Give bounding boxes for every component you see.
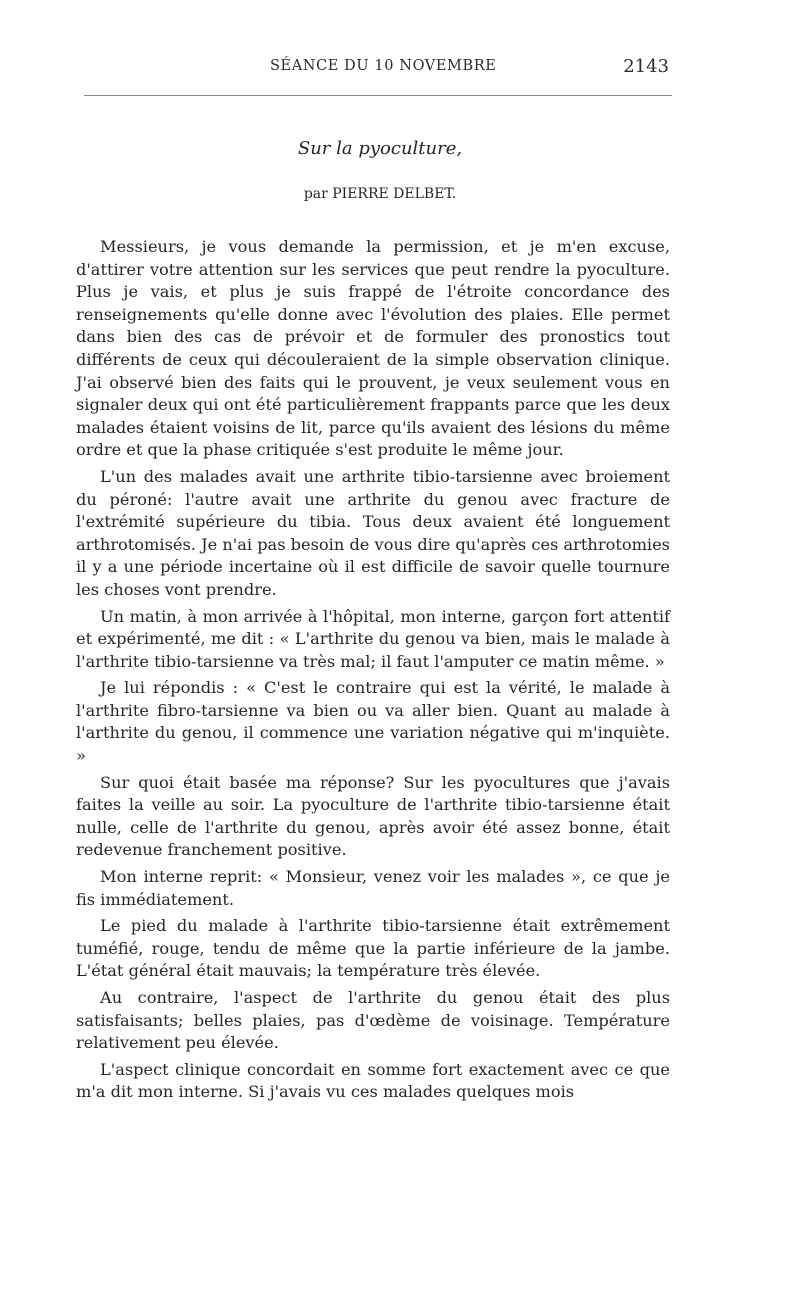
paragraph-7: Le pied du malade à l'arthrite tibio-tarsienne était extrêmement tuméfié, rouge, tendu de même que la partie inférieure de la jambe. L'état général était mauvais; la température très élevée. <box>76 916 670 981</box>
paragraph-8: Au contraire, l'aspect de l'arthrite du genou était des plus satisfaisants; belles plaies, pas d'œdème de voisinage. Température relativement peu élevée. <box>76 988 670 1053</box>
page-header <box>0 58 800 86</box>
article-byline: par PIERRE DELBET. <box>303 186 457 202</box>
paragraph-6: Mon interne reprit: « Monsieur, venez voir les malades », ce que je fis immédiatement. <box>76 867 670 909</box>
page-number: 2143 <box>623 56 669 77</box>
running-title: SÉANCE DU 10 NOVEMBRE <box>270 58 497 74</box>
paragraph-9: L'aspect clinique concordait en somme fort exactement avec ce que m'a dit mon interne. Si j'avais vu ces malades quelques mois <box>76 1059 670 1102</box>
paragraph-2: L'un des malades avait une arthrite tibio-tarsienne avec broiement du péroné: l'autre avait une arthrite du genou avec fracture de l'extrémité supérieure du tibia. Tous deux avaient été longuement arthrotomisés. Je n'ai pas besoin de vous dire qu'après ces arthrotomies il y a une période incertaine où il est difficile de savoir quelle tournure les choses vont prendre. <box>76 466 670 599</box>
paragraph-1: Messieurs, je vous demande la permission, et je m'en excuse, d'attirer votre attention sur les services que peut rendre la pyoculture. Plus je vais, et plus je suis frappé de l'étroite concordance des renseignements qu'elle donne avec l'évolution des plaies. Elle permet dans bien des cas de prévoir et de formuler des pronostics tout différents de ceux qui découleraient de la simple observation clinique. J'ai observé bien des faits qui le prouvent, je veux seulement vous en signaler deux qui ont été particulièrement frappants parce que les deux malades étaient voisins de lit, parce qu'ils avaient des lésions du même ordre et que la phase critiquée s'est produite le même jour. <box>76 237 670 460</box>
paragraph-3: Un matin, à mon arrivée à l'hôpital, mon interne, garçon fort attentif et expérimenté, me dit : « L'arthrite du genou va bien, mais le malade à l'arthrite tibio-tarsienne va très mal; il faut l'amputer ce matin même. » <box>76 606 670 671</box>
article-title: Sur la pyoculture, <box>297 138 463 159</box>
paragraph-4: Je lui répondis : « C'est le contraire qui est la vérité, le malade à l'arthrite fibro-tarsienne va bien ou va aller bien. Quant au malade à l'arthrite du genou, il commence une variation négative qui m'inquiète. » <box>76 678 670 766</box>
header-rule <box>84 95 672 96</box>
article-body <box>76 236 670 1108</box>
paragraph-5: Sur quoi était basée ma réponse? Sur les pyocultures que j'avais faites la veille au soir. La pyoculture de l'arthrite tibio-tarsienne était nulle, celle de l'arthrite du genou, après avoir été assez bonne, était redevenue franchement positive. <box>76 772 670 860</box>
